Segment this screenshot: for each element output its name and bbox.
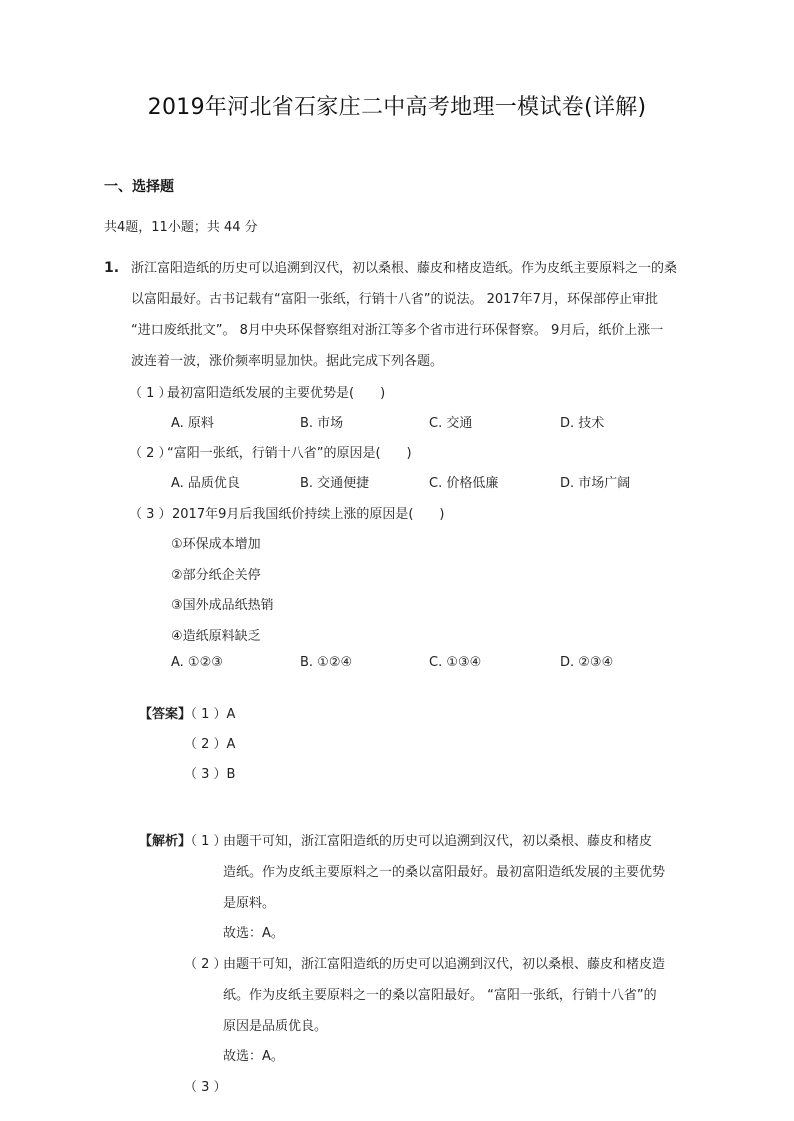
answer-label: 【答案】 [139, 707, 192, 722]
question-number: 1. [104, 260, 120, 276]
statement-item: ③国外成品纸热销 [171, 598, 274, 613]
option-b: B. 市场 [300, 416, 344, 431]
option-a: A. 原料 [171, 416, 214, 431]
subquestion-text: “富阳一张纸，行销十八省”的原因是( ) [167, 446, 412, 461]
subquestion-label: （ 3 ） [129, 507, 172, 522]
analysis-label: 【解析】 [139, 834, 192, 849]
option-d: D. ②③④ [560, 655, 614, 670]
analysis-line: 纸。作为皮纸主要原料之一的桑以富阳最好。 “富阳一张纸，行销十八省”的 [223, 988, 657, 1003]
answer-line: （ 3 ）B [184, 767, 236, 782]
stem-line: 浙江富阳造纸的历史可以追溯到汉代，初以桑根、藤皮和楮皮造纸。作为皮纸主要原料之一的桑 [131, 261, 678, 276]
statement-item: ①环保成本增加 [171, 537, 261, 552]
option-c: C. 价格低廉 [429, 476, 499, 491]
analysis-part-number: （ 2 ） [184, 957, 227, 972]
question-stem [131, 253, 691, 377]
analysis-line: 由题干可知，浙江富阳造纸的历史可以追溯到汉代，初以桑根、藤皮和楮皮 [223, 834, 653, 849]
analysis-line: 造纸。作为皮纸主要原料之一的桑以富阳最好。最初富阳造纸发展的主要优势 [223, 865, 666, 880]
stem-line: 波连着一波，涨价频率明显加快。据此完成下列各题。 [131, 354, 444, 369]
option-c: C. ①③④ [429, 655, 482, 670]
statement-item: ④造纸原料缺乏 [171, 629, 261, 644]
analysis-line: 由题干可知，浙江富阳造纸的历史可以追溯到汉代，初以桑根、藤皮和楮皮造 [223, 957, 666, 972]
subquestion-text: 最初富阳造纸发展的主要优势是( ) [167, 386, 386, 401]
analysis-conclusion: 故选：A。 [223, 1049, 284, 1064]
section-summary: 共4题，11小题；共 44 分 [104, 220, 258, 235]
option-b: B. 交通便捷 [300, 476, 370, 491]
option-c: C. 交通 [429, 416, 473, 431]
stem-line: “进口废纸批文”。 8月中央环保督察组对浙江等多个省市进行环保督察。 9月后，纸价上涨一 [131, 323, 664, 338]
subquestion-label: （ 1 ） [129, 386, 172, 401]
option-a: A. 品质优良 [171, 476, 240, 491]
option-a: A. ①②③ [171, 655, 223, 670]
option-d: D. 市场广阔 [560, 476, 631, 491]
answer-line: （ 2 ）A [184, 737, 236, 752]
answer-line: （ 1 ）A [184, 707, 236, 722]
analysis-part-number: （ 1 ） [184, 834, 227, 849]
analysis-line: 是原料。 [223, 896, 276, 911]
option-b: B. ①②④ [300, 655, 353, 670]
analysis-line: 原因是品质优良。 [223, 1019, 328, 1034]
statement-item: ②部分纸企关停 [171, 568, 261, 583]
section-heading: 一、选择题 [104, 179, 174, 195]
analysis-conclusion: 故选：A。 [223, 926, 284, 941]
subquestion-text: 2017年9月后我国纸价持续上涨的原因是( ) [172, 507, 445, 522]
analysis-part-number: （ 3 ） [184, 1080, 227, 1095]
stem-line: 以富阳最好。古书记载有“富阳一张纸，行销十八省”的说法。 2017年7月，环保部停止审批 [131, 292, 658, 307]
option-d: D. 技术 [560, 416, 605, 431]
subquestion-label: （ 2 ） [129, 446, 172, 461]
page-title: 2019年河北省石家庄二中高考地理一模试卷(详解) [147, 95, 647, 120]
